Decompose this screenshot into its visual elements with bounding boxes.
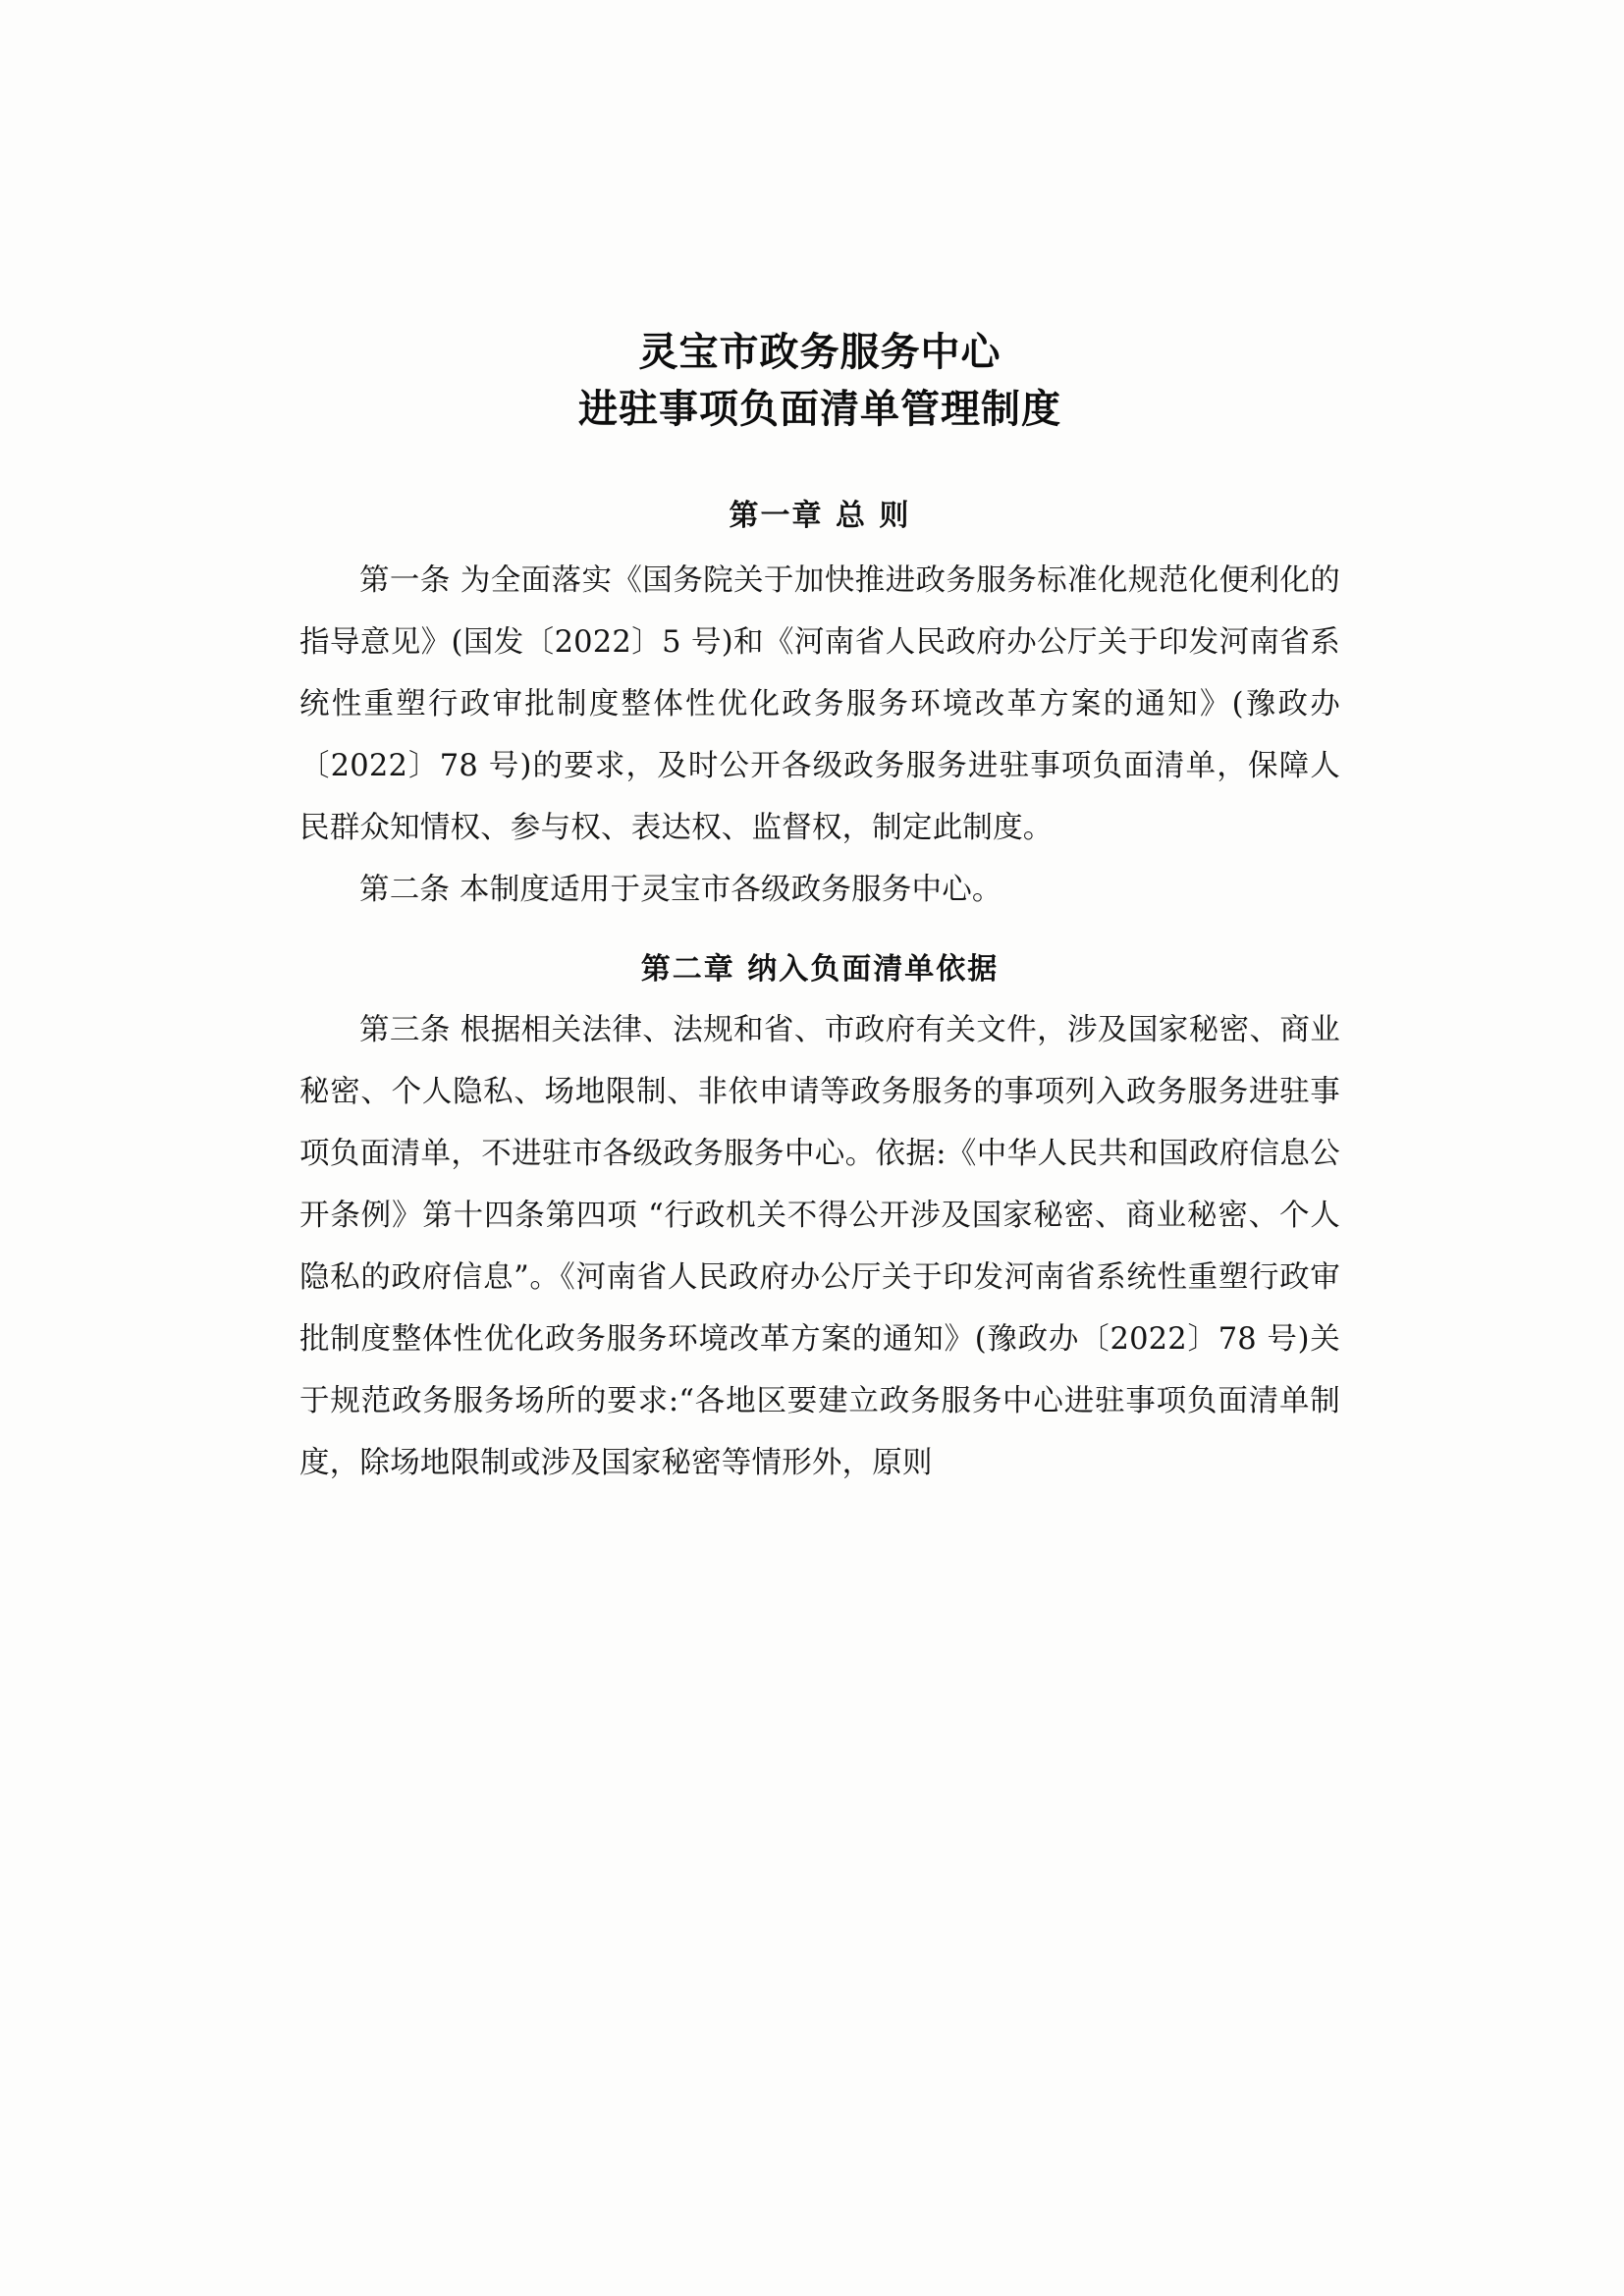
page-title bbox=[299, 324, 1340, 438]
chapter-2-heading: 第二章 纳入负面清单依据 bbox=[640, 952, 1000, 987]
article-1-paragraph: 第一条 为全面落实《国务院关于加快推进政务服务标准化规范化便利化的指导意见》(国发〔2022〕5 号)和《河南省人民政府办公厅关于印发河南省系统性重塑行政审批制度整体性优化政务服务环境改革方案的通知》(豫政办〔2022〕78 号)的要求，及时公开各级政务服务进驻事项负面清单，保障人民群众知情权、参与权、表达权、监督权，制定此制度。 bbox=[299, 563, 1340, 845]
chapter-1-heading: 第一章 总 则 bbox=[729, 499, 911, 533]
article-3-paragraph: 第三条 根据相关法律、法规和省、市政府有关文件，涉及国家秘密、商业秘密、个人隐私、场地限制、非依申请等政务服务的事项列入政务服务进驻事项负面清单，不进驻市各级政务服务中心。依据:《中华人民共和国政府信息公开条例》第十四条第四项 “行政机关不得公开涉及国家秘密、商业秘密、个人隐私的政府信息”。《河南省人民政府办公厅关于印发河南省系统性重塑行政审批制度整体性优化政务服务环境改革方案的通知》(豫政办〔2022〕78 号)关于规范政务服务场所的要求:“各地区要建立政务服务中心进驻事项负面清单制度，除场地限制或涉及国家秘密等情形外，原则 bbox=[299, 1013, 1340, 1480]
title-line-1: 灵宝市政务服务中心 bbox=[638, 330, 1001, 375]
article-2-paragraph: 第二条 本制度适用于灵宝市各级政务服务中心。 bbox=[359, 873, 1002, 907]
title-line-2: 进驻事项负面清单管理制度 bbox=[578, 387, 1061, 432]
document-body bbox=[299, 324, 1340, 1494]
